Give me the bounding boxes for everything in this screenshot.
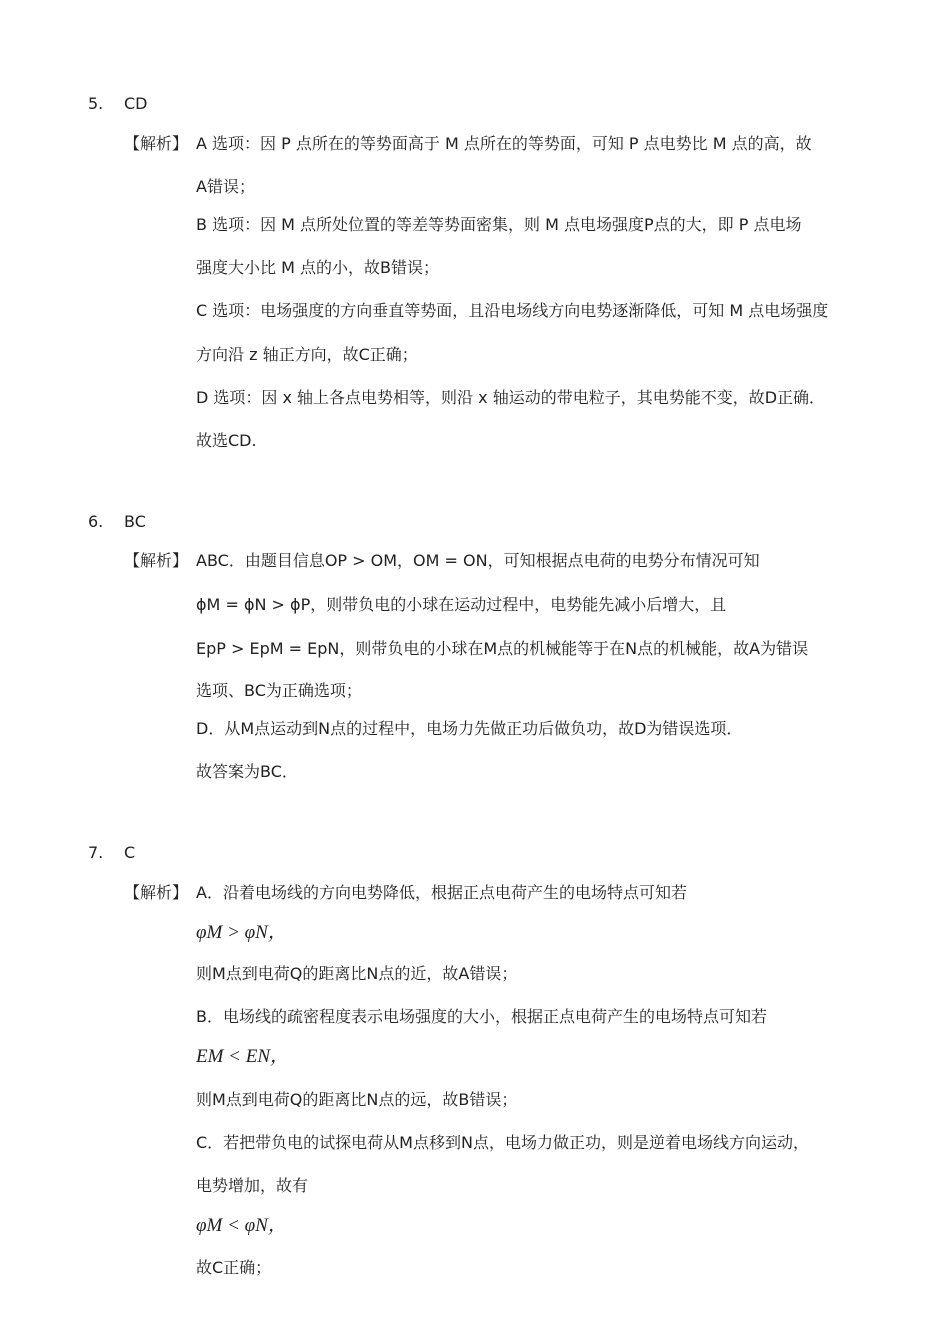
question-6-analysis-tag: 【解析】: [124, 551, 189, 570]
q6-line-3: EpP > EpM = EpN，则带负电的小球在M点的机械能等于在N点的机械能，故A为错误: [196, 639, 809, 658]
q5-line-3: B 选项：因 M 点所处位置的等差等势面密集，则 M 点电场强度P点的大，即 P 点电场: [196, 215, 802, 234]
q5-line-5: C 选项：电场强度的方向垂直等势面，且沿电场线方向电势逐渐降低，可知 M 点电场强度: [196, 301, 829, 320]
q7-line-10: 故C正确；: [196, 1258, 272, 1277]
q7-line-2: φM > φN，: [196, 922, 287, 943]
question-5-analysis-tag: 【解析】: [124, 134, 189, 153]
q5-line-1: A 选项：因 P 点所在的等势面高于 M 点所在的等势面，可知 P 点电势比 M 点的高，故: [196, 134, 812, 153]
question-7-answer: C: [124, 843, 136, 862]
q5-line-7: D 选项：因 x 轴上各点电势相等，则沿 x 轴运动的带电粒子，其电势能不变，故D正确．: [196, 388, 826, 407]
q6-line-2: ϕM = ϕN > ϕP，则带负电的小球在运动过程中，电势能先减小后增大，且: [196, 595, 727, 614]
q7-line-9: φM < φN，: [196, 1215, 287, 1236]
q5-line-6: 方向沿 z 轴正方向，故C正确；: [196, 345, 418, 364]
q7-line-5: EM < EN，: [196, 1046, 290, 1067]
q6-line-4: 选项、BC为正确选项；: [196, 681, 362, 700]
q6-line-1: ABC．由题目信息OP > OM，OM = ON，可知根据点电荷的电势分布情况可知: [196, 551, 760, 570]
q5-line-2: A错误；: [196, 177, 255, 196]
question-6-number: 6.: [88, 512, 104, 531]
question-5-number: 5.: [88, 94, 104, 113]
q7-line-8: 电势增加，故有: [196, 1176, 309, 1195]
q6-line-6: 故答案为BC．: [196, 762, 298, 781]
q7-line-4: B．电场线的疏密程度表示电场强度的大小，根据正点电荷产生的电场特点可知若: [196, 1007, 767, 1026]
question-6-answer: BC: [124, 512, 146, 531]
q7-line-6: 则M点到电荷Q的距离比N点的远，故B错误；: [196, 1090, 518, 1109]
q5-line-4: 强度大小比 M 点的小，故B错误；: [196, 258, 439, 277]
question-5-answer: CD: [124, 94, 148, 113]
q6-line-5: D．从M点运动到N点的过程中，电场力先做正功后做负功，故D为错误选项．: [196, 719, 743, 738]
q5-line-8: 故选CD.: [196, 431, 257, 450]
q7-line-3: 则M点到电荷Q的距离比N点的近，故A错误；: [196, 964, 518, 983]
question-7-number: 7.: [88, 843, 104, 862]
q7-line-1: A．沿着电场线的方向电势降低，根据正点电荷产生的电场特点可知若: [196, 883, 687, 902]
question-7-analysis-tag: 【解析】: [124, 883, 189, 902]
q7-line-7: C．若把带负电的试探电荷从M点移到N点，电场力做正功，则是逆着电场线方向运动，: [196, 1133, 809, 1152]
